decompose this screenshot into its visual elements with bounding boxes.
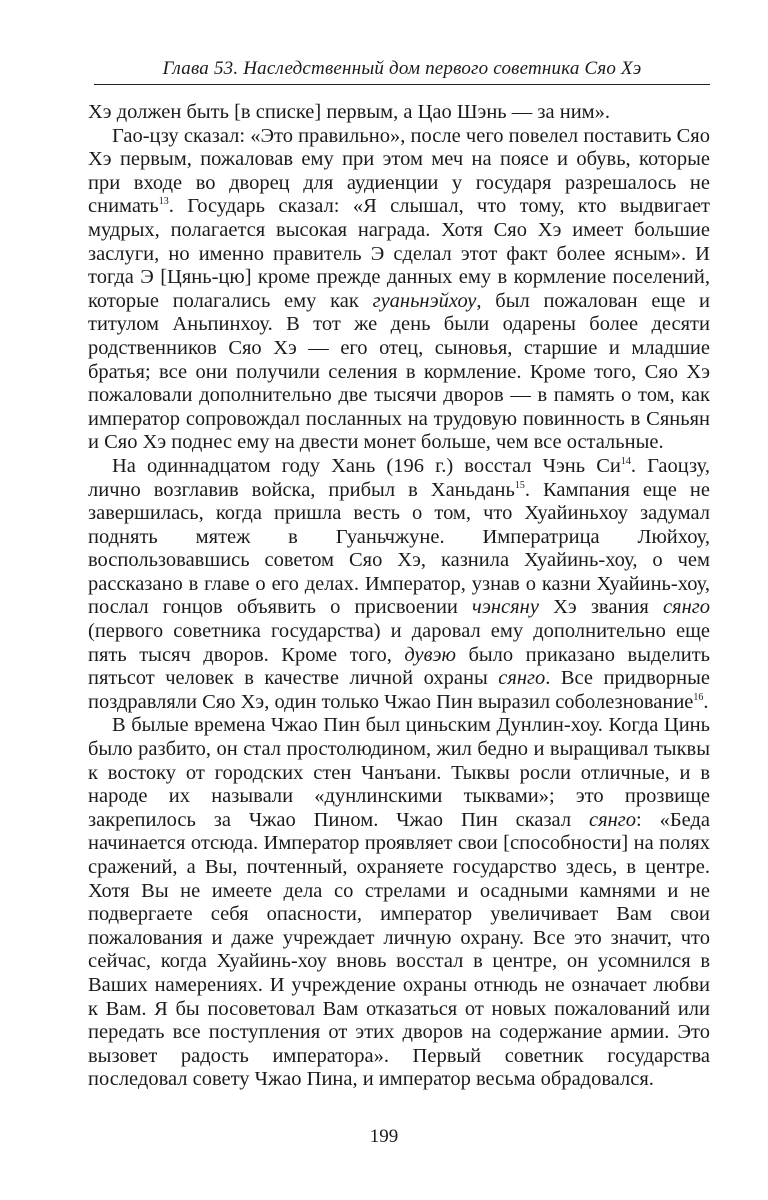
text-run: : «Беда начинается отсюда. Император проявляет свои [способности] на полях сражений, а Вы, почтенный, охраняете государство здесь, в центре. Хотя Вы не имеете дела со стрелами и осадными камнями и не подвергаете себя опасности, император увеличивает Вам свои пожалования и даже учреждает личную охрану. Все это значит, что сейчас, когда Хуайинь-хоу вновь восстал в центре, он усомнился в Ваших намерениях. И учреждение охраны отнюдь не означает любви к Вам. Я бы посоветовал Вам отказаться от новых пожалований или передать все поступления от этих дворов на содержание армии. Это вызовет радость императора». Первый советник государства последовал совету Чжао Пина, и император весьма обрадовался. <box>88 808 710 1091</box>
italic-term: сянго <box>498 667 546 690</box>
paragraph <box>88 125 710 455</box>
paragraph <box>88 714 710 1092</box>
text-run: Хэ должен быть [в списке] первым, а Цао Шэнь — за ним». <box>88 101 611 123</box>
text-run: Хэ звания <box>538 596 663 619</box>
text-run: . Гаоцзу, лично возглавив войска, прибыл в Ханьдань <box>88 454 710 501</box>
page-number: 199 <box>369 1126 399 1147</box>
text-run: На одиннадцатом году Хань (196 г.) восстал Чэнь Си <box>112 454 621 477</box>
text-run: было приказано выделить пятьсот человек в качестве личной охраны <box>88 643 710 690</box>
italic-term: чэнсяну <box>472 596 539 619</box>
text-run: . <box>703 690 709 713</box>
italic-term: дувэю <box>404 643 456 666</box>
footnote-marker: 15 <box>514 479 525 491</box>
text-run: В былые времена Чжао Пин был циньским Дунлин-хоу. Когда Цинь было разбито, он стал простолюдином, жил бедно и выращивал тыквы к востоку от городских стен Чанъани. Тыквы росли отличные, и в народе их называли «дунлинскими тыквами»; это прозвище закрепилось за Чжао Пином. Чжао Пин сказал <box>88 714 710 831</box>
text-run: , был пожалован еще и титулом Аньпинхоу. В тот же день были одарены более десяти родственников Сяо Хэ — его отец, сыновья, старшие и младшие братья; все они получили селения в кормление. Кроме того, Сяо Хэ пожаловали дополнительно две тысячи дворов — в память о том, как император сопровождал посланных на трудовую повинность в Сяньян и Сяо Хэ поднес ему на двести монет больше, чем все остальные. <box>88 289 711 454</box>
page <box>88 58 710 1092</box>
running-head: Глава 53. Наследственный дом первого советника Сяо Хэ <box>94 58 710 85</box>
paragraph <box>88 455 710 715</box>
text-run: . Кампания еще не завершилась, когда пришла весть о том, что Хуайиньхоу задумал поднять мятеж в Гуаньчжуне. Императрица Люйхоу, воспользовавшись советом Сяо Хэ, казнила Хуайинь-хоу, о чем рассказано в главе о его делах. Император, узнав о казни Хуайинь-хоу, послал гонцов объявить о присвоении <box>88 478 710 619</box>
text-run: . Государь сказал: «Я слышал, что тому, кто выдвигает мудрых, полагается высокая награда. Хотя Сяо Хэ имеет большие заслуги, но именно правитель Э сделал этот факт более ясным». И тогда Э [Цянь-цю] кроме прежде данных ему в кормление поселений, которые полагались ему как <box>88 195 710 312</box>
italic-term: сянго <box>588 808 637 831</box>
italic-term: сянго <box>662 596 710 619</box>
paragraph <box>88 101 710 125</box>
footnote-marker: 16 <box>693 692 704 704</box>
footnote-marker: 14 <box>620 456 631 468</box>
text-run: . Все придворные поздравляли Сяо Хэ, один только Чжао Пин выразил соболезнование <box>88 667 710 713</box>
italic-term: гуаньнэйхоу <box>372 289 477 312</box>
body-text <box>88 101 710 1092</box>
text-run: (первого советника государства) и даровал ему дополнительно еще пять тысяч дворов. Кроме того, <box>88 620 710 666</box>
footnote-marker: 13 <box>158 196 169 208</box>
text-run: Гао-цзу сказал: «Это правильно», после чего повелел поставить Сяо Хэ первым, пожаловав ему при этом меч на поясе и обувь, которые при входе во дворец для аудиенции у государя разрешалось не снимать <box>88 124 710 218</box>
